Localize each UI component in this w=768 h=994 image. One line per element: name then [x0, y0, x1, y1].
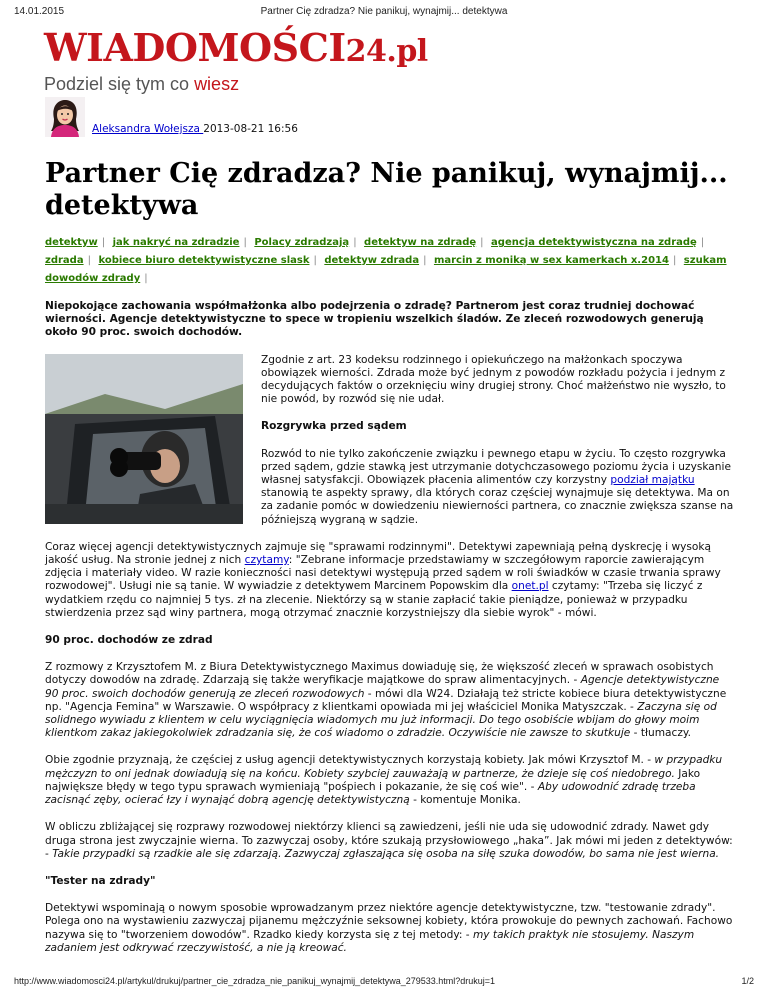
paragraph-7: Detektywi wspominają o nowym sposobie wprowadzanym przez niektóre agencje detektywistyczne, tzw. "testowanie zdrady". Polega ono na wystawieniu zazwyczaj pijanemu mężczyźnie seksownej kobiety, która prowokuje do pewnych zachowań. Fachowo nazywa się to "tworzeniem dowodów". Rzadko kiedy korzysta się z tej metody: - my takich praktyk nie stosujemy. Naszym zadaniem jest odkrywać rzeczywistość, a nie ją kreować. [45, 902, 733, 954]
article-lead: Niepokojące zachowania współmałżonka albo podejrzenia o zdradę? Partnerom jest coraz trudniej dochować wierności. Agencje detektywistyczne to spece w tropieniu wszelkich śladów. Ze zleceń rozwodowych generują około 90 proc. swoich dochodów. [45, 300, 704, 339]
detective-photo [45, 354, 243, 524]
paragraph-2: Rozwód to nie tylko zakończenie związku i pewnego etapu w życiu. To często rozgrywka przed sądem, gdzie stawką jest utrzymanie dotychczasowego poziomu życia i uzyskanie własnej satysfakcji. Obowiązek płacenia alimentów czy korzystny podział majątku stanowią te aspekty sprawy, dla których coraz częściej wynajmuje się detektywa. Ma on za zadanie pomóc w dowiedzeniu niewierności partnera, co znacznie zwiększa szanse na późniejszą wygraną w sądzie. [261, 447, 734, 526]
tag-separator: | [700, 237, 705, 248]
heading-tester: "Tester na zdrady" [45, 874, 156, 887]
link-podzial-majatku[interactable]: podział majątku [610, 474, 695, 487]
tag-link[interactable]: agencja detektywistyczna na zdradę [491, 237, 697, 248]
tag-link[interactable]: marcin z moniką w sex kamerkach x.2014 [433, 255, 669, 266]
woman-avatar-icon [45, 97, 85, 137]
tag-separator: | [480, 237, 484, 248]
tag-link[interactable]: kobiece biuro detektywistyczne slask [98, 255, 310, 266]
link-czytamy[interactable]: czytamy [244, 554, 289, 567]
tag-separator: | [423, 255, 427, 266]
tag-separator: | [313, 255, 317, 266]
tag-list [45, 234, 735, 288]
logo-tagline: Podziel się tym co wiesz [44, 74, 240, 94]
logo-wordmark: WIADOMOŚCI24.pl [44, 25, 428, 70]
print-url: http://www.wiadomosci24.pl/artykul/drukuj/partner_cie_zdradza_nie_panikuj_wynajmij_detektywa_279533.html?drukuj=1 [14, 976, 496, 986]
print-date: 14.01.2015 [14, 6, 65, 17]
heading-90-proc: 90 proc. dochodów ze zdrad [45, 634, 213, 647]
tag-link[interactable]: detektyw na zdradę [364, 237, 477, 248]
tag-separator: | [144, 273, 148, 284]
page-number: 1/2 [741, 976, 754, 986]
paragraph-4: Z rozmowy z Krzysztofem M. z Biura Detektywistycznego Maximus dowiaduję się, że większość zleceń w sprawach osobistych dotyczy dowodów na zdradę. Zdarzają się także weryfikacje majątkowe do spraw alimentacyjnych. - Agencje detektywistyczne 90 proc. swoich dochodów generują ze zleceń rozwodowych - mówi dla W24. Działają też stricte kobiece biura detektywistyczne np. "Agencja Femina" w Warszawie. O współpracy z klientkami opowiada mi jej właściciel Monika Matyszczak. - Zaczyna się od solidnego wywiadu z klientem w celu wyciągnięcia wiadomych mu już informacji. Do tego osobiście wbijam do głowy moim klientkom zakaz jakiegokolwiek zdradzania się, że coś wiadomo o zdradzie. Oczywiście nie zawsze to skutkuje - tłumaczy. [45, 661, 727, 740]
paragraph-1: Zgodnie z art. 23 kodeksu rodzinnego i opiekuńczego na małżonkach spoczywa obowiązek wierności. Zdrada może być jednym z powodów rozkładu pożycia i jednym z decydujących faktów o orzeknięciu winy drugiej strony. Choć małżeństwo nie wyszło, to nie powód, by rozwód się nie udał. [261, 353, 726, 406]
tag-separator: | [353, 237, 357, 248]
print-footer [14, 976, 754, 988]
tag-link[interactable]: detektyw [45, 237, 98, 248]
site-logo[interactable] [44, 25, 428, 98]
paragraph-5: Obie zgodnie przyznają, że częściej z usług agencji detektywistycznych korzystają kobiety. Jak mówi Krzysztof M. - w przypadku mężczyzn to oni jednak dowiadują się na końcu. Kobiety szybciej zauważają w partnerze, że dzieje się coś niedobrego. Jako największe błędy w tego typu sprawach wymieniają "pośpiech i pokazanie, że się coś wie". - Aby udowodnić zdradę trzeba zacisnąć zęby, ocierać łzy i wynająć dobrą agencję detektywistyczną - komentuje Monika. [45, 754, 723, 807]
tag-link[interactable]: jak nakryć na zdradzie [112, 237, 240, 248]
heading-rozgrywka: Rozgrywka przed sądem [261, 420, 407, 433]
tag-link[interactable]: detektyw zdrada [324, 255, 420, 266]
tag-separator: | [87, 255, 91, 266]
link-onet[interactable]: onet.pl [511, 580, 549, 593]
publish-datetime: 2013-08-21 16:56 [203, 123, 298, 135]
tag-link[interactable]: zdrada [45, 255, 84, 266]
author-link[interactable]: Aleksandra Wołejsza [92, 123, 204, 135]
tag-separator: | [101, 237, 106, 248]
tag-separator: | [243, 237, 247, 248]
paragraph-3: Coraz więcej agencji detektywistycznych zajmuje się "sprawami rodzinnymi". Detektywi zapewniają pełną dyskrecję i wysoką jakość usług. Na stronie jednej z nich czytamy: "Zebrane informacje przedstawiamy w szczegółowym raporcie zawierającym zdjęcia i materiały video. W razie konieczności nasi detektywi występują przed sądem w roli świadków w czasie trwania sprawy rozwodowej". Usługi nie są tanie. W wywiadzie z detektywem Marcinem Popowskim dla onet.pl czytamy: "Trzeba się liczyć z wydatkiem rzędu co najmniej 5 tys. zł na zlecenie. Niektórzy są w stanie zapłacić takie pieniądze, ponieważ w przypadku stwierdzenia przez sąd winy partnera, mogą otrzymać znacznie korzystniejszy dla siebie wyrok" - mówi. [45, 540, 721, 619]
author-meta [92, 123, 298, 135]
print-page-title: Partner Cię zdradza? Nie panikuj, wynajmij... detektywa [260, 6, 508, 17]
tag-link[interactable]: Polacy zdradzają [254, 237, 350, 248]
tag-separator: | [672, 255, 677, 266]
article-body [45, 300, 735, 969]
print-header [14, 6, 754, 20]
tag-link[interactable]: szukam dowodów zdrady [45, 255, 727, 284]
article-title: Partner Cię zdradza? Nie panikuj, wynajmij... detektywa [45, 158, 728, 221]
paragraph-6: W obliczu zbliżającej się rozprawy rozwodowej niektórzy klienci są zawiedzeni, jeśli nie uda się udowodnić zdrady. Nawet gdy druga strona jest zwyczajnie wierna. To zazwyczaj osoby, które szukają przysłowiowego „haka”. Jak mówi mi jeden z detektywów: - Takie przypadki są rzadkie ale się zdarzają. Zazwyczaj zgłaszająca się osoba na siłę szuka dowodów, bo sama nie jest wierna. [45, 821, 733, 860]
